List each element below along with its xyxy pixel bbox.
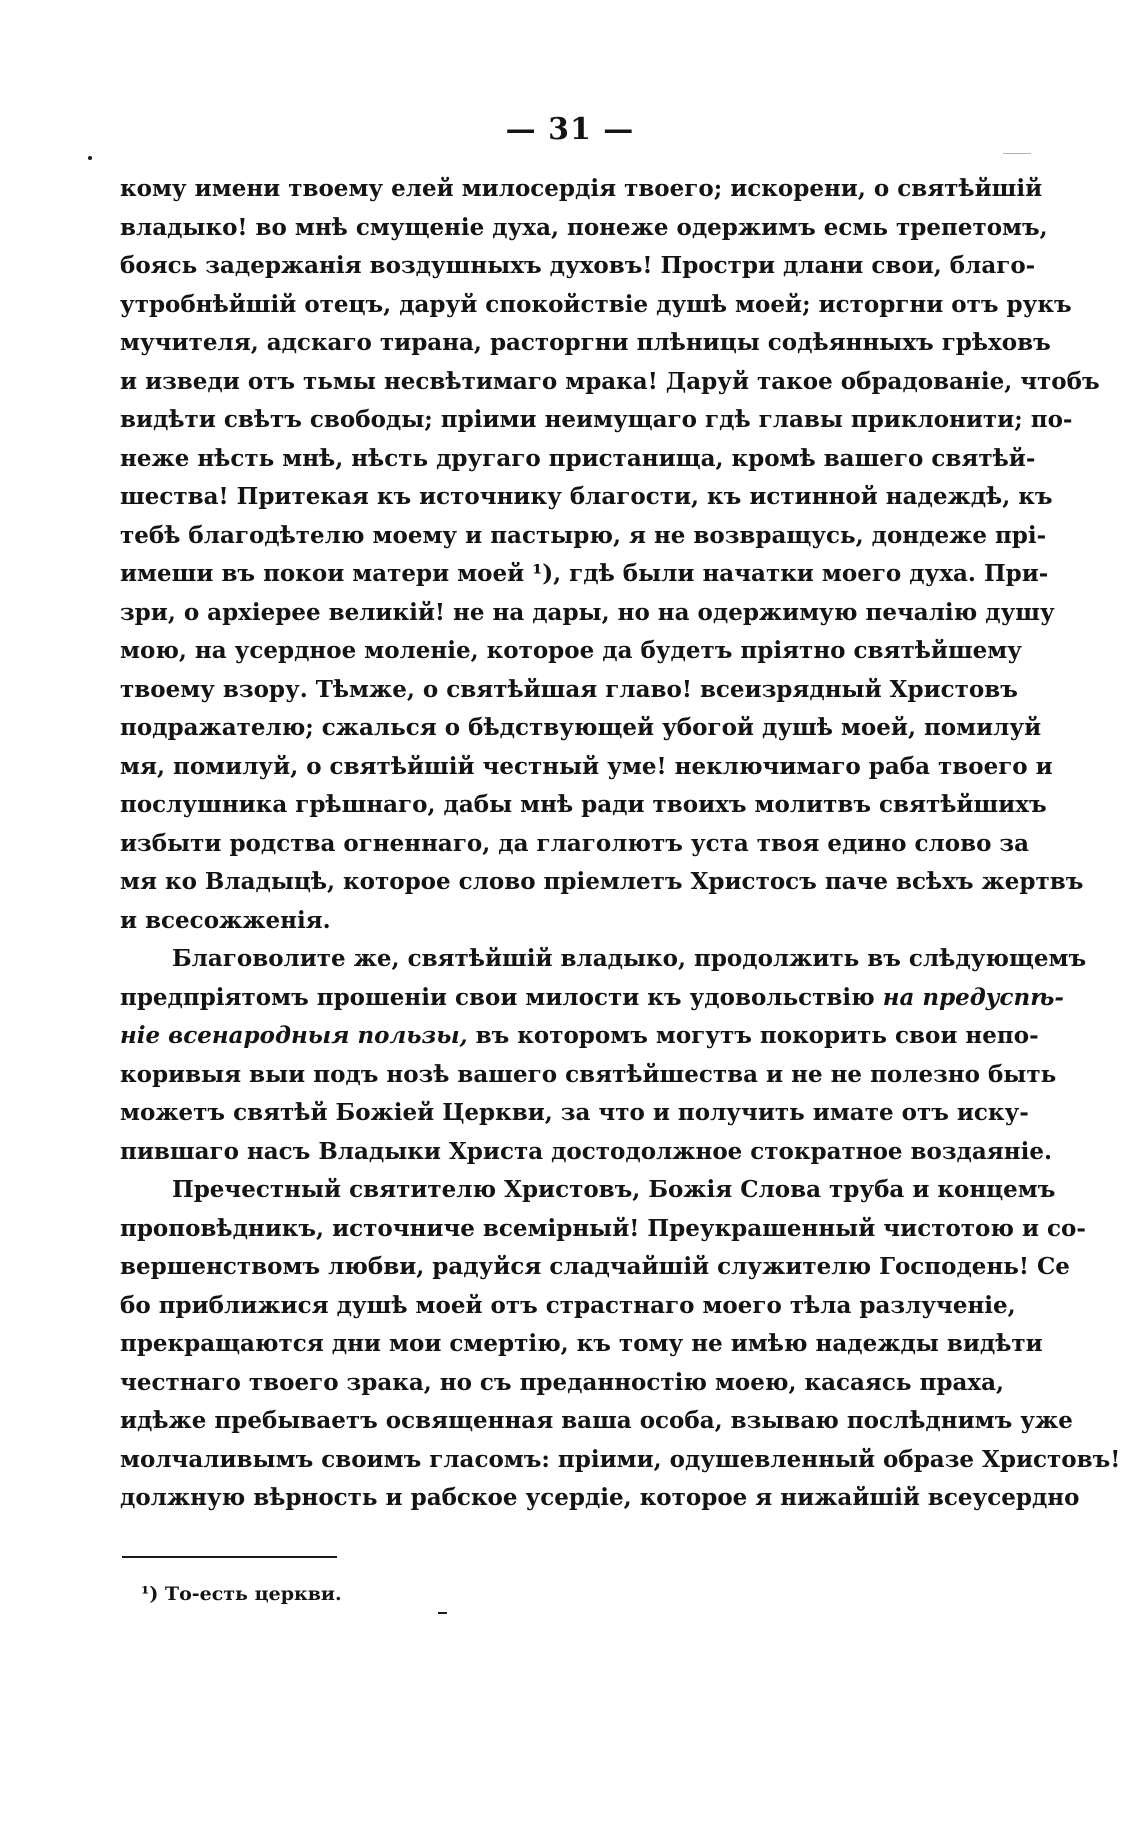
text-run: предпріятомъ прошеніи свои милости къ удовольствію [120,983,883,1011]
paragraph-2 [120,940,1087,1171]
text-line [120,979,1064,1018]
text-line: должную вѣрность и рабское усердіе, которое я нижайшій всеусердно [120,1484,1080,1511]
text-line: бо приближися душѣ моей отъ страстнаго моего тѣла разлученіе, [120,1291,1016,1319]
paragraph-1 [120,170,1100,940]
italic-phrase: на предуспѣ- [882,983,1064,1011]
text-line: неже нѣсть мнѣ, нѣсть другаго пристанища, кромѣ вашего святѣй- [120,444,1036,472]
text-line: видѣти свѣтъ свободы; пріими неимущаго гдѣ главы приклонити; по- [120,406,1073,433]
text-line: проповѣдникъ, источниче всемірный! Преукрашенный чистотою и со- [120,1214,1086,1242]
footnote: ¹) То-есть церкви. [141,1583,342,1605]
italic-phrase: ніе всенародныя пользы, [120,1022,468,1049]
text-line: прекращаются дни мои смертію, къ тому не имѣю надежды видѣти [120,1330,1043,1357]
footnote-divider [122,1556,337,1558]
scan-speck [438,1612,447,1614]
body-text [120,170,1121,1518]
text-line: зри, о архіерее великій! не на дары, но на одержимую печалію душу [120,598,1055,626]
text-line: мя ко Владыцѣ, которое слово пріемлетъ Христосъ паче всѣхъ жертвъ [120,868,1084,895]
paragraph-3 [120,1171,1121,1518]
text-line: подражателю; сжалься о бѣдствующей убогой душѣ моей, помилуй [120,714,1042,741]
text-line: можетъ святѣй Божіей Церкви, за что и получить имате отъ иску- [120,1099,1029,1126]
text-line: мучителя, адскаго тирана, расторгни плѣницы содѣянныхъ грѣховъ [120,329,1051,356]
text-run: въ которомъ могутъ покорить свои непо- [467,1022,1039,1049]
text-line: идѣже пребываетъ освященная ваша особа, взываю послѣднимъ уже [120,1407,1073,1434]
text-line: избыти родства огненнаго, да глаголютъ уста твоя едино слово за [120,829,1030,857]
text-line: послушника грѣшнаго, дабы мнѣ ради твоихъ молитвъ святѣйшихъ [120,791,1047,818]
page-number: — 31 — [505,112,635,147]
text-line: кому имени твоему елей милосердія твоего; искорени, о святѣйшій [120,175,1043,202]
text-line [120,1017,1039,1056]
text-line: владыко! во мнѣ смущеніе духа, понеже одержимъ есмь трепетомъ, [120,213,1048,241]
text-line: и всесожженія. [120,906,331,934]
text-line: честнаго твоего зрака, но съ преданностію моею, касаясь праха, [120,1368,1004,1396]
text-line: утробнѣйшій отецъ, даруй спокойствіе душѣ моей; исторгни отъ рукъ [120,290,1072,318]
scan-speck [88,156,92,160]
text-line: пившаго насъ Владыки Христа достодолжное стократное воздаяніе. [120,1137,1052,1165]
text-line: имеши въ покои матери моей ¹), гдѣ были начатки моего духа. При- [120,560,1049,587]
text-line: мою, на усердное моленіе, которое да будетъ пріятно святѣйшему [120,637,1023,664]
text-line: коривыя выи подъ нозѣ вашего святѣйшества и не не полезно быть [120,1060,1057,1088]
scan-speck [1003,153,1031,154]
text-line: шества! Притекая къ источнику благости, къ истинной надеждѣ, къ [120,483,1053,510]
text-line: тебѣ благодѣтелю моему и пастырю, я не возвращусь, дондеже прі- [120,521,1047,549]
text-line: молчаливымъ своимъ гласомъ: пріими, одушевленный образе Христовъ! [120,1445,1121,1473]
text-line: Пречестный святителю Христовъ, Божія Слова труба и концемъ [172,1176,1056,1203]
text-line: твоему взору. Тѣмже, о святѣйшая главо! всеизрядный Христовъ [120,675,1018,703]
text-line: боясь задержанія воздушныхъ духовъ! Простри длани свои, благо- [120,252,1036,279]
text-line: Благоволите же, святѣйшій владыко, продолжить въ слѣдующемъ [172,945,1087,972]
text-line: вершенствомъ любви, радуйся сладчайшій служителю Господень! Се [120,1253,1070,1280]
text-line: мя, помилуй, о святѣйшій честный уме! неключимаго раба твоего и [120,752,1053,780]
text-line: и изведи отъ тьмы несвѣтимаго мрака! Даруй такое обрадованіе, чтобъ [120,367,1100,395]
